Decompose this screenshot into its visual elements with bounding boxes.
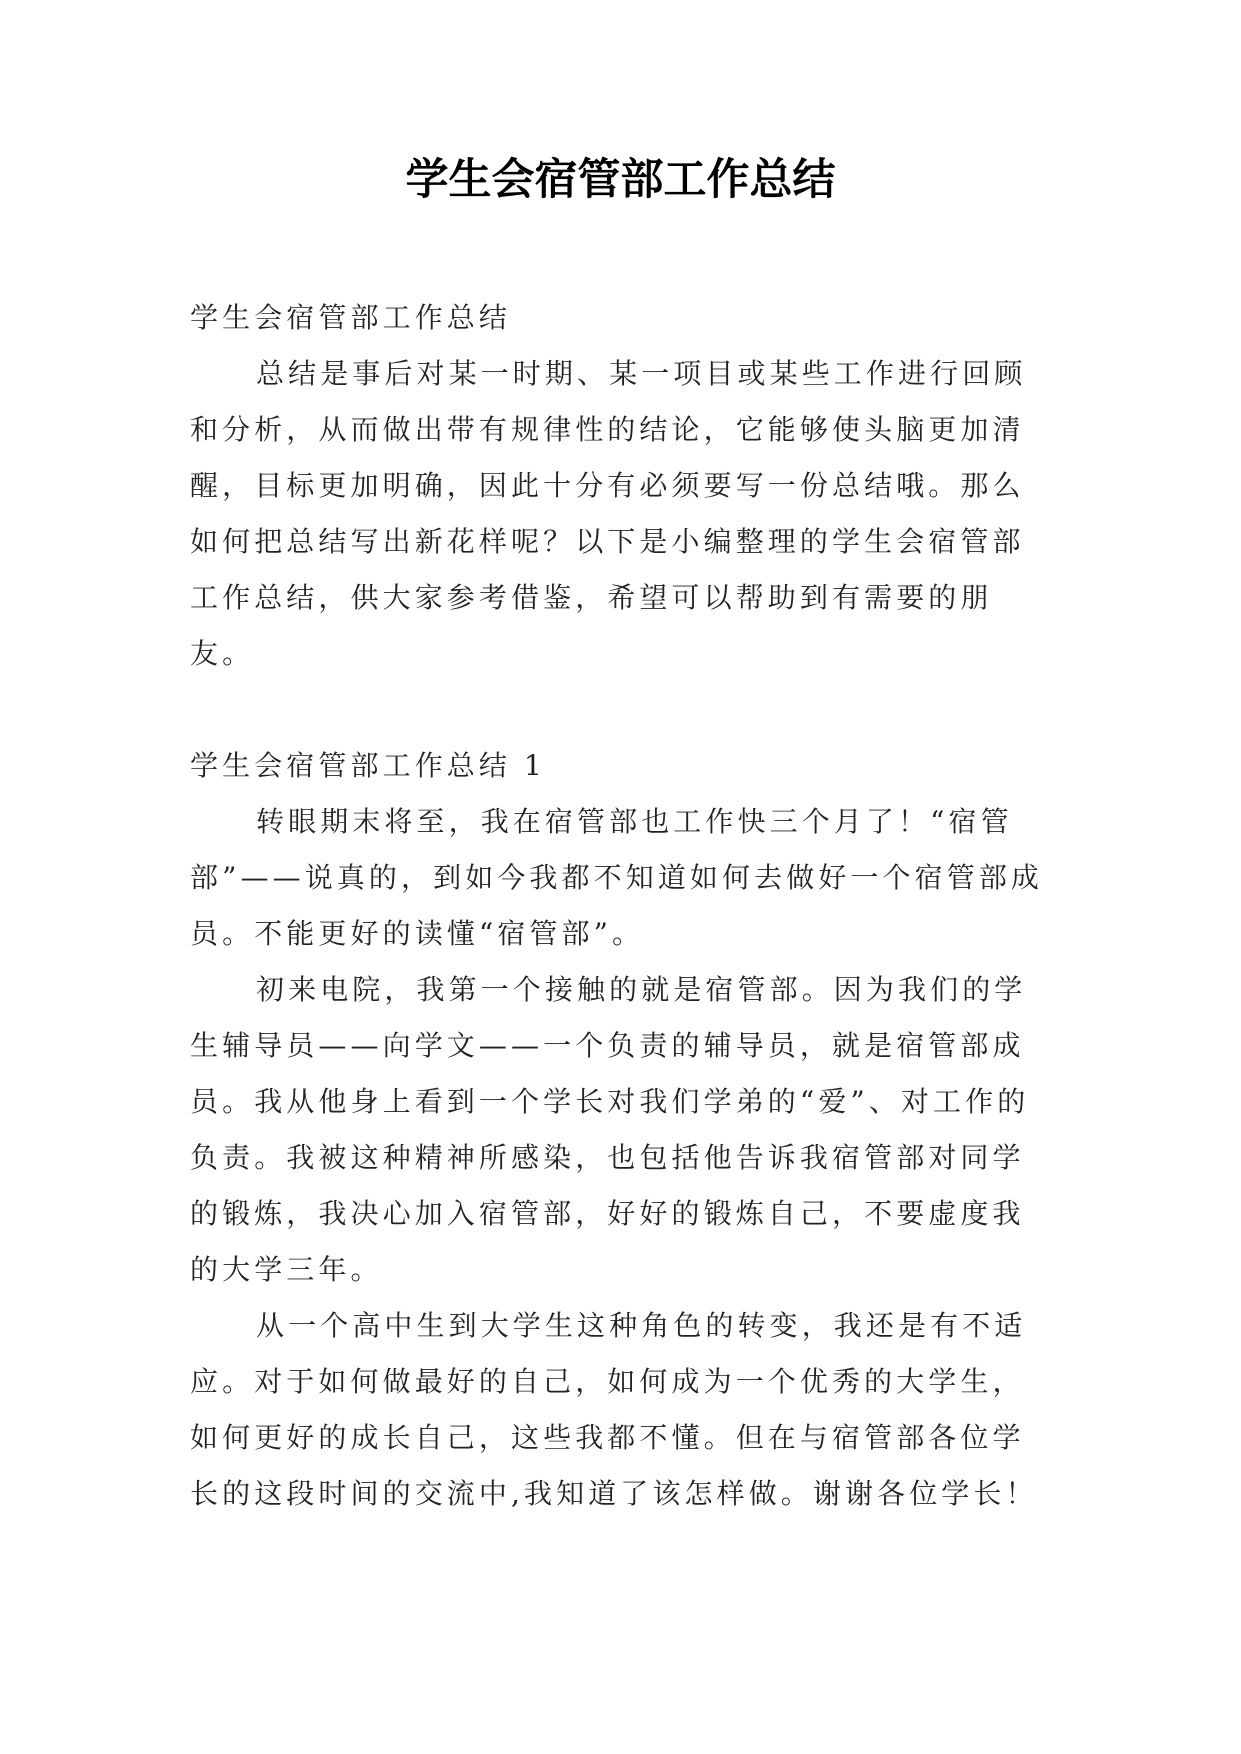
- intro-paragraph: 总结是事后对某一时期、某一项目或某些工作进行回顾和分析，从而做出带有规律性的结论，它能够使头脑更加清醒，目标更加明确，因此十分有必须要写一份总结哦。那么如何把总结写出新花样呢？以下是小编整理的学生会宿管部工作总结，供大家参考借鉴，希望可以帮助到有需要的朋友。: [190, 357, 1027, 670]
- body-paragraph: 转眼期末将至，我在宿管部也工作快三个月了！“宿管部”——说真的，到如今我都不知道如何去做好一个宿管部成员。不能更好的读懂“宿管部”。: [190, 805, 1044, 950]
- body-paragraph: 从一个高中生到大学生这种角色的转变，我还是有不适应。对于如何做最好的自己，如何成为一个优秀的大学生，如何更好的成长自己，这些我都不懂。但在与宿管部各位学长的这段时间的交流中,我知道了该怎样做。谢谢各位学长！: [190, 1309, 1038, 1510]
- section-gap: [190, 682, 1052, 738]
- document-body: [190, 290, 1052, 1522]
- document-title: 学生会宿管部工作总结: [405, 155, 836, 205]
- body-paragraph: 初来电院，我第一个接触的就是宿管部。因为我们的学生辅导员——向学文——一个负责的辅导员，就是宿管部成员。我从他身上看到一个学长对我们学弟的“爱”、对工作的负责。我被这种精神所感染，也包括他告诉我宿管部对同学的锻炼，我决心加入宿管部，好好的锻炼自己，不要虚度我的大学三年。: [190, 973, 1030, 1286]
- section-heading-1: 学生会宿管部工作总结 1: [190, 749, 546, 782]
- section-heading: 学生会宿管部工作总结: [190, 301, 512, 334]
